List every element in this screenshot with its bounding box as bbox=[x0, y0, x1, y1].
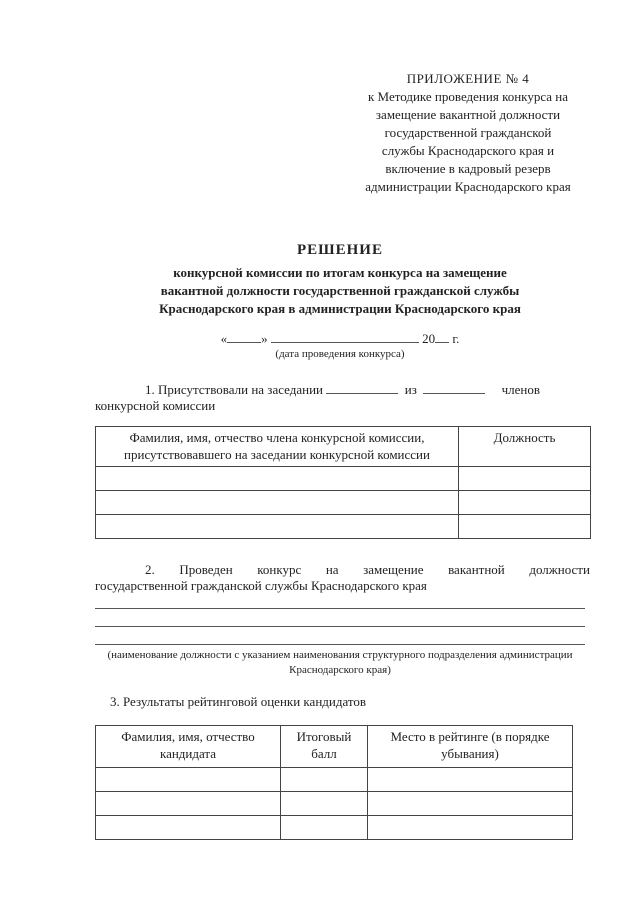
document-title: РЕШЕНИЕ bbox=[297, 242, 383, 258]
table-cell[interactable] bbox=[96, 467, 459, 491]
day-blank[interactable] bbox=[227, 330, 261, 343]
appendix-line: службы Краснодарского края и bbox=[381, 143, 555, 158]
table-cell[interactable] bbox=[368, 792, 573, 816]
appendix-line: к Методике проведения конкурса на bbox=[367, 89, 568, 104]
month-blank[interactable] bbox=[271, 330, 419, 343]
table-row bbox=[96, 515, 591, 539]
heading-line: конкурсной комиссии по итогам конкурса на замещение bbox=[173, 264, 507, 280]
table-row bbox=[96, 491, 591, 515]
section-2-text bbox=[95, 562, 590, 595]
table-header: Итоговый балл bbox=[281, 726, 368, 768]
table-header: Фамилия, имя, отчество кандидата bbox=[96, 726, 281, 768]
position-blank-line[interactable] bbox=[95, 644, 585, 645]
position-blank-line[interactable] bbox=[95, 626, 585, 627]
document-heading bbox=[90, 241, 590, 318]
year-suffix: г. bbox=[449, 331, 460, 346]
section-2-line-2: государственной гражданской службы Краснодарского края bbox=[95, 578, 427, 594]
table-row bbox=[96, 467, 591, 491]
date-open-quote: « bbox=[220, 331, 228, 346]
section-2-word: должности bbox=[529, 562, 590, 577]
table-cell[interactable] bbox=[368, 768, 573, 792]
table-row bbox=[96, 792, 573, 816]
table-header: Место в рейтинге (в порядке убывания) bbox=[368, 726, 573, 768]
section-1-line-2: конкурсной комиссии bbox=[95, 398, 216, 414]
table-header: Фамилия, имя, отчество члена конкурсной комиссии, присутствовавшего на заседании конкурсной комиссии bbox=[96, 427, 459, 467]
section-1-text-c: членов bbox=[501, 382, 540, 397]
table-cell[interactable] bbox=[459, 515, 591, 539]
table-cell[interactable] bbox=[459, 491, 591, 515]
section-2-word: 2. bbox=[145, 562, 155, 577]
total-count-blank[interactable] bbox=[423, 381, 485, 394]
table-cell[interactable] bbox=[459, 467, 591, 491]
appendix-title: ПРИЛОЖЕНИЕ № 4 bbox=[406, 71, 530, 86]
table-cell[interactable] bbox=[96, 816, 281, 840]
table-cell[interactable] bbox=[96, 515, 459, 539]
date-caption: (дата проведения конкурса) bbox=[275, 348, 405, 360]
section-1-text-b: из bbox=[404, 382, 417, 397]
table-cell[interactable] bbox=[96, 768, 281, 792]
date-close-quote: » bbox=[261, 331, 268, 346]
table-cell[interactable] bbox=[368, 816, 573, 840]
table-row bbox=[96, 816, 573, 840]
table-cell[interactable] bbox=[96, 792, 281, 816]
table-header: Должность bbox=[459, 427, 591, 467]
table-cell[interactable] bbox=[281, 816, 368, 840]
table-cell[interactable] bbox=[96, 491, 459, 515]
section-2-word: Проведен bbox=[179, 562, 233, 577]
appendix-line: замещение вакантной должности bbox=[375, 107, 561, 122]
table-cell[interactable] bbox=[281, 768, 368, 792]
section-2-word: замещение bbox=[363, 562, 424, 577]
commission-members-table bbox=[95, 426, 591, 539]
section-1-text bbox=[95, 381, 590, 415]
position-caption: (наименование должности с указанием наименования структурного подразделения администрации Краснодарского края) bbox=[107, 649, 573, 676]
heading-line: Краснодарского края в администрации Краснодарского края bbox=[159, 300, 521, 316]
position-blank-line[interactable] bbox=[95, 608, 585, 609]
rating-table bbox=[95, 725, 573, 840]
present-count-blank[interactable] bbox=[326, 381, 398, 394]
section-2-word: вакантной bbox=[448, 562, 505, 577]
section-2-word: конкурс bbox=[257, 562, 302, 577]
heading-line: вакантной должности государственной гражданской службы bbox=[160, 282, 520, 298]
date-line bbox=[150, 330, 530, 347]
appendix-line: включение в кадровый резерв bbox=[385, 161, 551, 176]
section-1-text-a: 1. Присутствовали на заседании bbox=[145, 382, 323, 397]
table-row bbox=[96, 768, 573, 792]
section-3-title: 3. Результаты рейтинговой оценки кандидатов bbox=[110, 694, 367, 709]
appendix-line: администрации Краснодарского края bbox=[365, 179, 571, 194]
section-2-word: на bbox=[325, 562, 339, 577]
year-prefix: 20 bbox=[422, 331, 436, 346]
table-cell[interactable] bbox=[281, 792, 368, 816]
year-blank[interactable] bbox=[435, 330, 449, 343]
appendix-header bbox=[318, 70, 618, 196]
appendix-line: государственной гражданской bbox=[384, 125, 552, 140]
